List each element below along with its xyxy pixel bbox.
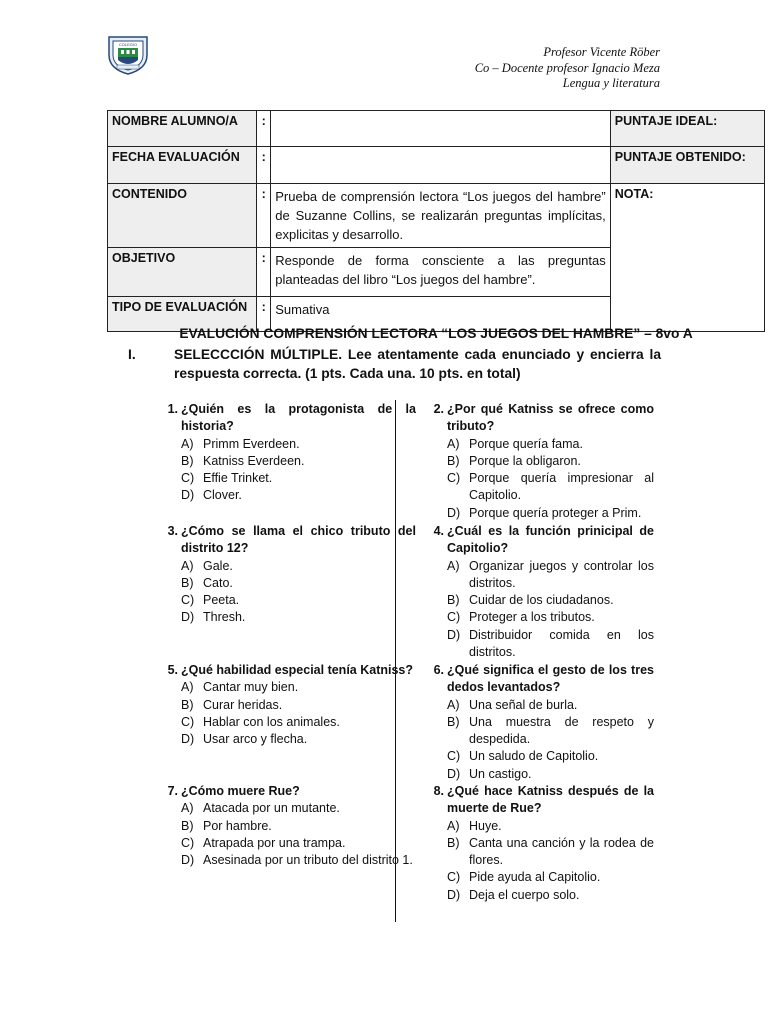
question-4 bbox=[433, 523, 654, 661]
question-3 bbox=[167, 523, 416, 627]
answer-option[interactable]: B) Cato. bbox=[181, 575, 233, 590]
objetivo-label: OBJETIVO bbox=[108, 248, 257, 297]
coteacher-name: Co – Docente profesor Ignacio Meza bbox=[474, 60, 660, 75]
answer-option[interactable]: B) Curar heridas. bbox=[181, 697, 283, 712]
colon: : bbox=[257, 248, 271, 297]
question-stem: ¿Qué significa el gesto de los tres dedos levantados? bbox=[447, 663, 654, 695]
answer-option[interactable]: B) Cuidar de los ciudadanos. bbox=[447, 593, 614, 608]
question-8 bbox=[433, 783, 654, 904]
logo-text: COLEGIO bbox=[118, 42, 138, 47]
answer-option[interactable]: D) Distribuidor comida en los distritos. bbox=[447, 627, 654, 660]
question-stem: ¿Qué hace Katniss después de la muerte de Rue? bbox=[447, 784, 654, 816]
answer-option[interactable]: C) Un saludo de Capitolio. bbox=[447, 749, 599, 764]
question-6 bbox=[433, 662, 654, 783]
question-5 bbox=[167, 662, 416, 748]
answer-option[interactable]: D) Thresh. bbox=[181, 610, 246, 625]
teacher-name: Profesor Vicente Röber bbox=[543, 45, 660, 59]
answer-option[interactable]: D) Porque quería proteger a Prim. bbox=[447, 505, 642, 520]
answer-option[interactable]: B) Por hambre. bbox=[181, 818, 272, 833]
section-numeral: I. bbox=[128, 347, 136, 362]
answer-option[interactable]: A) Porque quería fama. bbox=[447, 436, 583, 451]
answer-option[interactable]: A) Atacada por un mutante. bbox=[181, 801, 340, 816]
question-stem: ¿Cuál es la función prinicipal de Capitolio? bbox=[447, 524, 654, 556]
answer-option[interactable]: C) Hablar con los animales. bbox=[181, 714, 340, 729]
question-number: 2. bbox=[433, 402, 444, 416]
subject-name: Lengua y literatura bbox=[562, 76, 660, 90]
answer-option[interactable]: A) Una señal de burla. bbox=[447, 697, 578, 712]
header-teachers bbox=[475, 45, 660, 92]
answer-option[interactable]: A) Primm Everdeen. bbox=[181, 436, 300, 451]
evaluation-title: EVALUCIÓN COMPRENSIÓN LECTORA “LOS JUEGOS DEL HAMBRE” – 8vo A bbox=[179, 326, 693, 341]
objetivo-value: Responde de forma consciente a las preguntas planteadas del libro “Los juegos del hambre”. bbox=[271, 248, 611, 297]
answer-option[interactable]: C) Peeta. bbox=[181, 593, 240, 608]
answer-option[interactable]: B) Una muestra de respeto y despedida. bbox=[447, 714, 654, 747]
answer-option[interactable]: D) Clover. bbox=[181, 488, 242, 503]
answer-option[interactable]: A) Huye. bbox=[447, 818, 502, 833]
question-number: 3. bbox=[167, 524, 178, 538]
colon: : bbox=[257, 111, 271, 147]
answer-option[interactable]: D) Usar arco y flecha. bbox=[181, 732, 308, 747]
answer-option[interactable]: A) Cantar muy bien. bbox=[181, 680, 299, 695]
answer-option[interactable]: A) Organizar juegos y controlar los distritos. bbox=[447, 558, 654, 590]
question-number: 6. bbox=[433, 663, 444, 677]
question-1 bbox=[167, 401, 416, 505]
answer-option[interactable]: C) Effie Trinket. bbox=[181, 471, 273, 486]
answer-option[interactable]: B) Porque la obligaron. bbox=[447, 453, 581, 468]
nombre-label: NOMBRE ALUMNO/A bbox=[108, 111, 257, 147]
answer-option[interactable]: A) Gale. bbox=[181, 558, 233, 573]
contenido-value: Prueba de comprensión lectora “Los juegos del hambre” de Suzanne Collins, se realizarán preguntas implícitas, explicitas y desarrollo. bbox=[271, 184, 611, 248]
answer-option[interactable]: C) Pide ayuda al Capitolio. bbox=[447, 870, 601, 885]
fecha-field[interactable] bbox=[271, 147, 611, 184]
answer-option[interactable]: D) Deja el cuerpo solo. bbox=[447, 887, 580, 902]
answer-option[interactable]: B) Canta una canción y la rodea de flores. bbox=[447, 835, 654, 868]
question-stem: ¿Qué habilidad especial tenía Katniss? bbox=[181, 663, 414, 677]
answer-option[interactable]: C) Porque quería impresionar al Capitolio. bbox=[447, 471, 654, 503]
contenido-label: CONTENIDO bbox=[108, 184, 257, 248]
question-7 bbox=[167, 783, 416, 869]
student-info-table bbox=[107, 110, 765, 332]
tipo-value: Sumativa bbox=[271, 297, 611, 332]
question-number: 7. bbox=[167, 784, 178, 798]
answer-option[interactable]: D) Un castigo. bbox=[447, 766, 532, 781]
question-number: 1. bbox=[167, 402, 178, 416]
nombre-field[interactable] bbox=[271, 111, 611, 147]
question-number: 4. bbox=[433, 524, 444, 538]
question-stem: ¿Cómo muere Rue? bbox=[181, 784, 300, 798]
colon: : bbox=[257, 147, 271, 184]
answer-option[interactable]: C) Atrapada por una trampa. bbox=[181, 835, 346, 850]
question-stem: ¿Quién es la protagonista de la historia? bbox=[181, 402, 416, 434]
question-stem: ¿Cómo se llama el chico tributo del distrito 12? bbox=[181, 524, 416, 556]
answer-option[interactable]: D) Asesinada por un tributo del distrito 1. bbox=[181, 853, 413, 868]
section-instructions: SELECCCIÓN MÚLTIPLE. Lee atentamente cada enunciado y encierra la respuesta correcta. (1 pts. Cada una. 10 pts. en total) bbox=[174, 347, 661, 381]
question-stem: ¿Por qué Katniss se ofrece como tributo? bbox=[447, 402, 654, 434]
colon: : bbox=[257, 297, 271, 332]
tipo-label: TIPO DE EVALUACIÓN bbox=[108, 297, 257, 332]
puntaje-ideal-label: PUNTAJE IDEAL: bbox=[610, 111, 764, 147]
answer-option[interactable]: C) Proteger a los tributos. bbox=[447, 610, 595, 625]
answer-option[interactable]: B) Katniss Everdeen. bbox=[181, 453, 305, 468]
fecha-label: FECHA EVALUACIÓN bbox=[108, 147, 257, 184]
question-number: 5. bbox=[167, 663, 178, 677]
question-number: 8. bbox=[433, 784, 444, 798]
section-heading bbox=[128, 345, 661, 383]
school-logo bbox=[106, 33, 150, 75]
question-2 bbox=[433, 401, 654, 522]
colon: : bbox=[257, 184, 271, 248]
puntaje-obtenido-label: PUNTAJE OBTENIDO: bbox=[610, 147, 764, 184]
nota-label: NOTA: bbox=[610, 184, 764, 332]
